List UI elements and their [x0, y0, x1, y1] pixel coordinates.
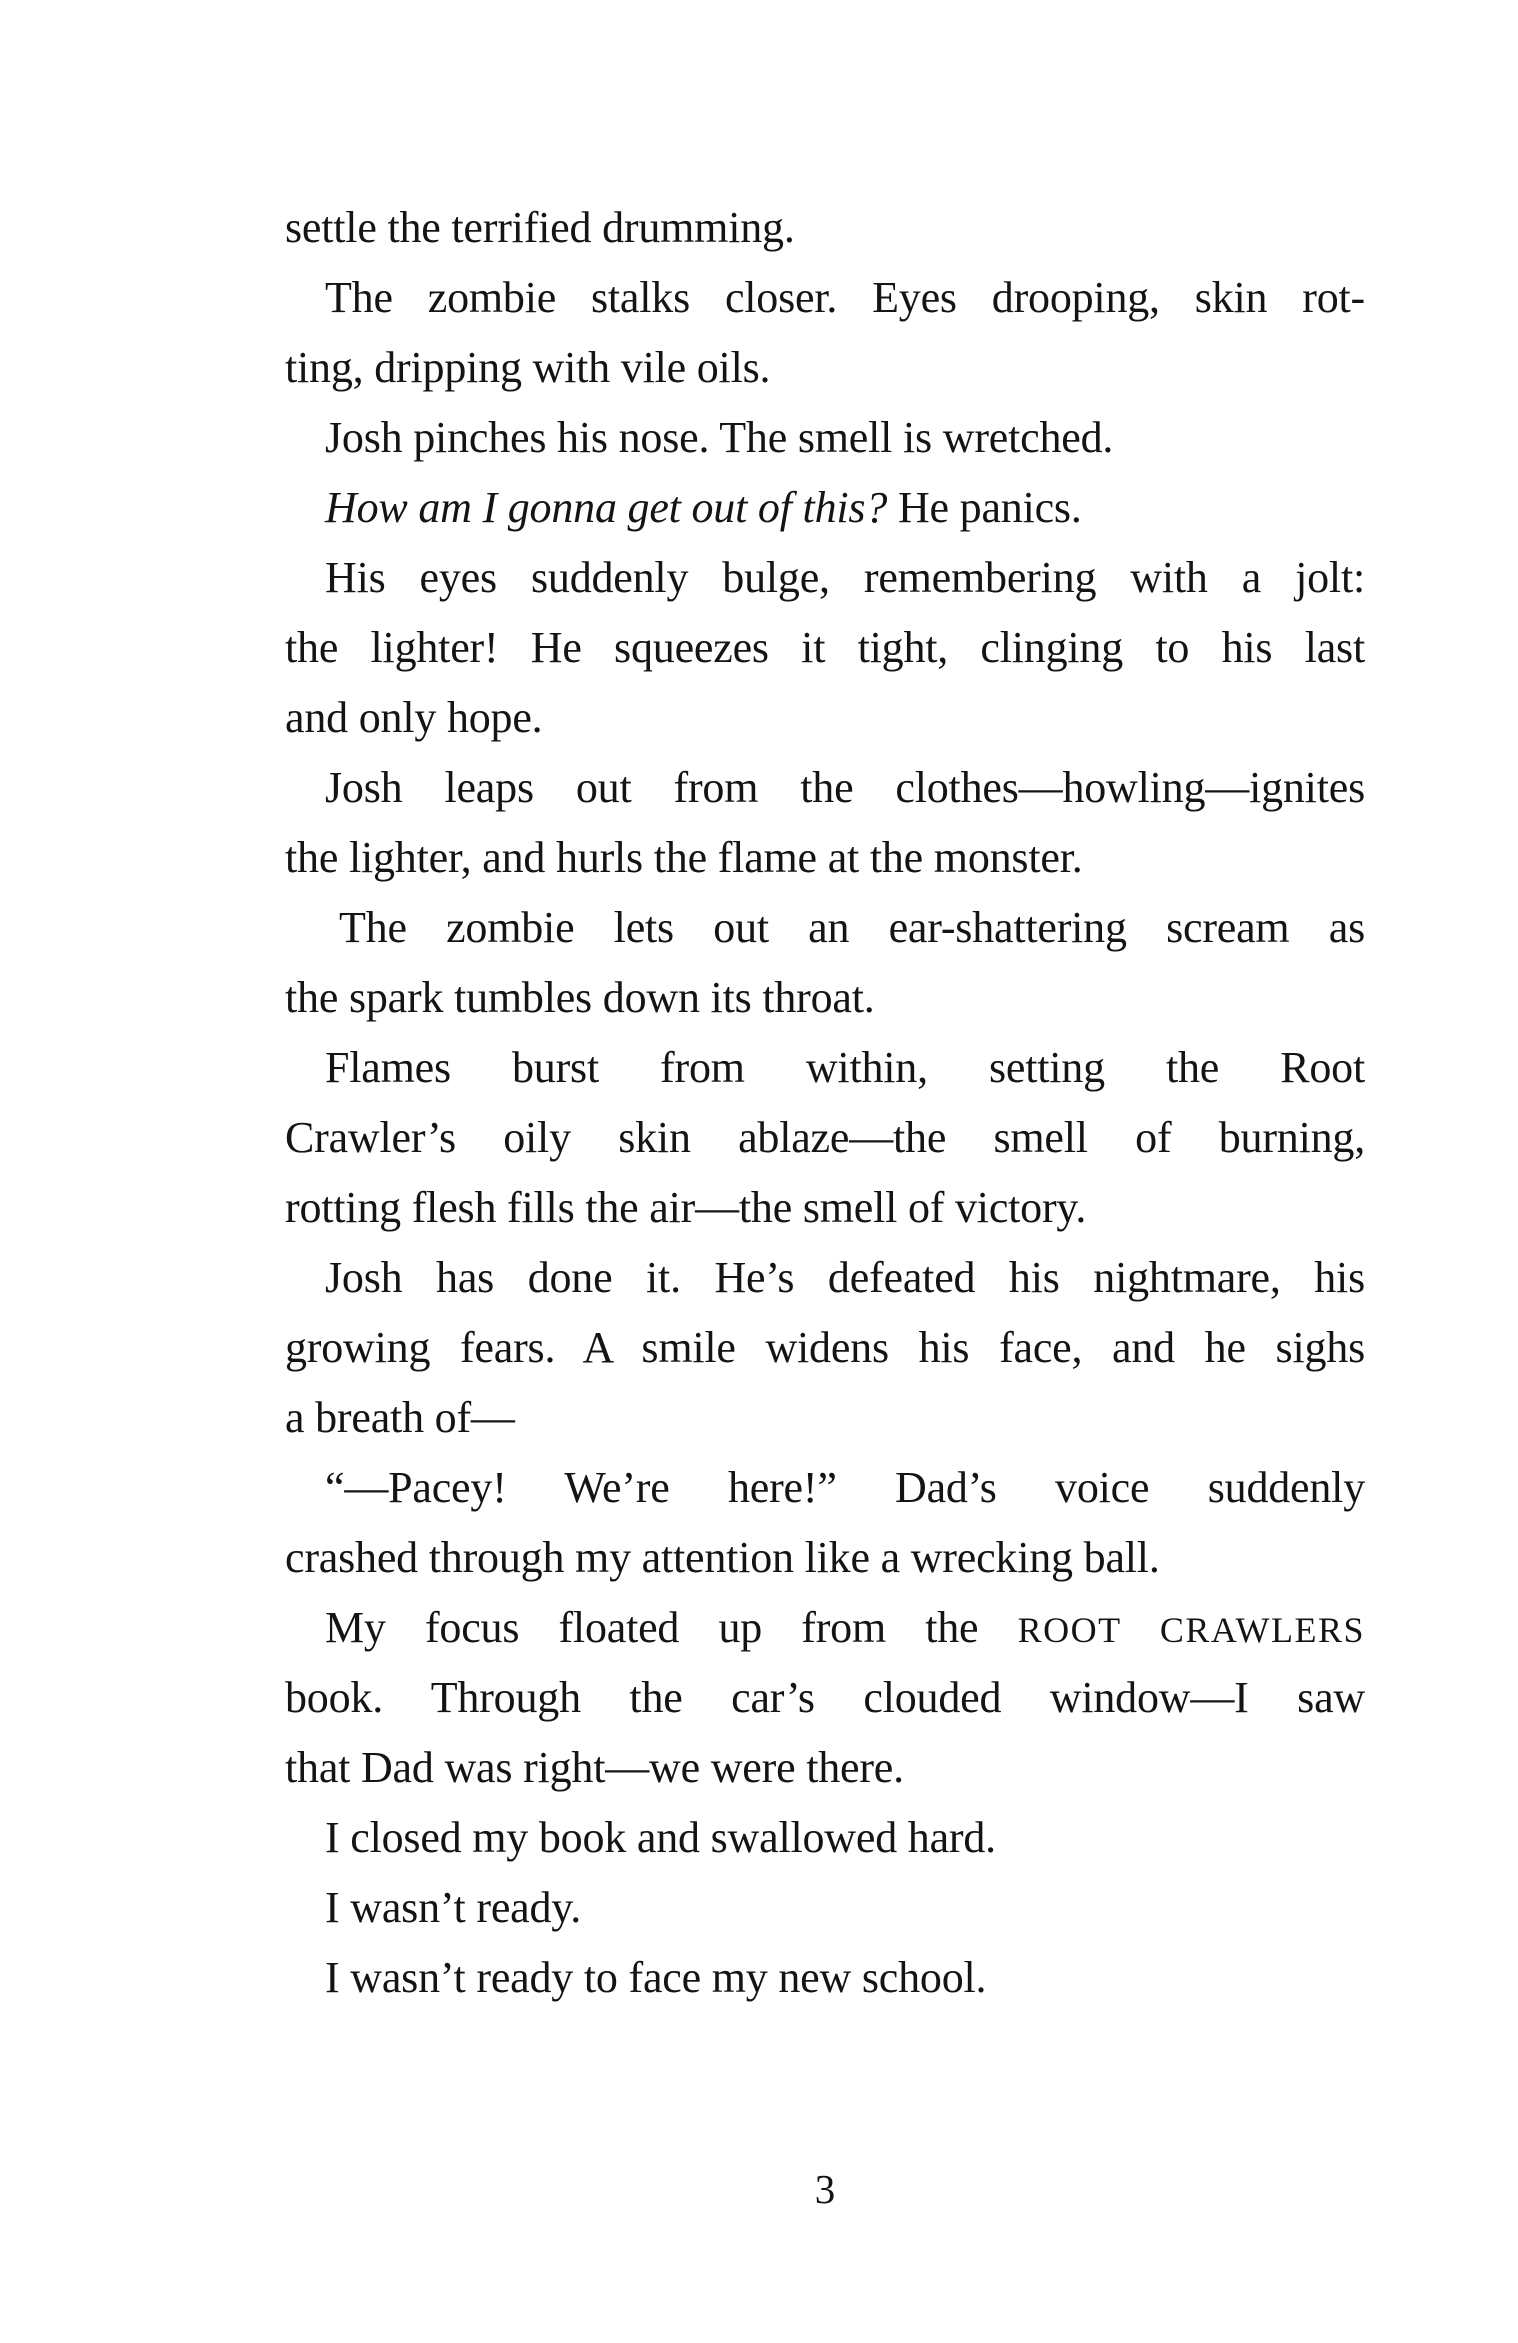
body-text: the spark tumbles down its throat.: [285, 973, 875, 1022]
body-text: Josh leaps out from the clothes—howling—ignites: [325, 763, 1365, 812]
text-line: [285, 193, 1365, 263]
text-line: [285, 1173, 1365, 1243]
body-text: I wasn’t ready.: [325, 1883, 582, 1932]
body-text: book. Through the car’s clouded window—I saw: [285, 1673, 1365, 1722]
text-line: [285, 1663, 1365, 1733]
text-line: [285, 823, 1365, 893]
body-text: and only hope.: [285, 693, 543, 742]
italic-thought-text: How am I gonna get out of this?: [325, 483, 888, 532]
body-text: settle the terrified drumming.: [285, 203, 795, 252]
text-line: [285, 613, 1365, 683]
body-text: that Dad was right—we were there.: [285, 1743, 904, 1792]
body-text: Josh pinches his nose. The smell is wretched.: [325, 413, 1114, 462]
text-line: [285, 1803, 1365, 1873]
text-line: [285, 1593, 1365, 1663]
page-number: 3: [814, 2166, 836, 2212]
text-line: [285, 1943, 1365, 2013]
text-line: [285, 1873, 1365, 1943]
body-text: the lighter! He squeezes it tight, clinging to his last: [285, 623, 1365, 672]
page-text-block: [285, 193, 1365, 2013]
body-text: I wasn’t ready to face my new school.: [325, 1953, 987, 2002]
text-line: [285, 263, 1365, 333]
text-line: [285, 963, 1365, 1033]
text-line: [285, 473, 1365, 543]
body-text: rotting flesh fills the air—the smell of victory.: [285, 1183, 1087, 1232]
text-line: [285, 753, 1365, 823]
text-line: [285, 403, 1365, 473]
text-line: [285, 1383, 1365, 1453]
body-text: I closed my book and swallowed hard.: [325, 1813, 996, 1862]
text-line: [285, 1033, 1365, 1103]
text-line: [285, 543, 1365, 613]
book-title-caps-text: ROOT CRAWLERS: [1017, 1610, 1365, 1650]
body-text: Flames burst from within, setting the Root: [325, 1043, 1365, 1092]
text-line: [285, 1243, 1365, 1313]
body-text: My focus floated up from the: [325, 1603, 1018, 1652]
text-line: [285, 1103, 1365, 1173]
text-line: [285, 1453, 1365, 1523]
body-text: a breath of—: [285, 1393, 515, 1442]
text-line: [285, 1733, 1365, 1803]
text-line: [285, 1313, 1365, 1383]
body-text: crashed through my attention like a wrecking ball.: [285, 1533, 1160, 1582]
body-text: the lighter, and hurls the flame at the monster.: [285, 833, 1083, 882]
body-text: “—Pacey! We’re here!” Dad’s voice suddenly: [325, 1463, 1365, 1512]
text-line: [285, 893, 1365, 963]
body-text: growing fears. A smile widens his face, and he sighs: [285, 1323, 1365, 1372]
body-text: He panics.: [887, 483, 1082, 532]
body-text: His eyes suddenly bulge, remembering with a jolt:: [325, 553, 1365, 602]
body-text: ting, dripping with vile oils.: [285, 343, 771, 392]
text-line: [285, 333, 1365, 403]
body-text: The zombie lets out an ear-shattering scream as: [339, 903, 1365, 952]
text-line: [285, 1523, 1365, 1593]
body-text: The zombie stalks closer. Eyes drooping, skin rot-: [325, 273, 1365, 322]
body-text: Josh has done it. He’s defeated his nightmare, his: [325, 1253, 1365, 1302]
body-text: Crawler’s oily skin ablaze—the smell of burning,: [285, 1113, 1365, 1162]
text-line: [285, 683, 1365, 753]
